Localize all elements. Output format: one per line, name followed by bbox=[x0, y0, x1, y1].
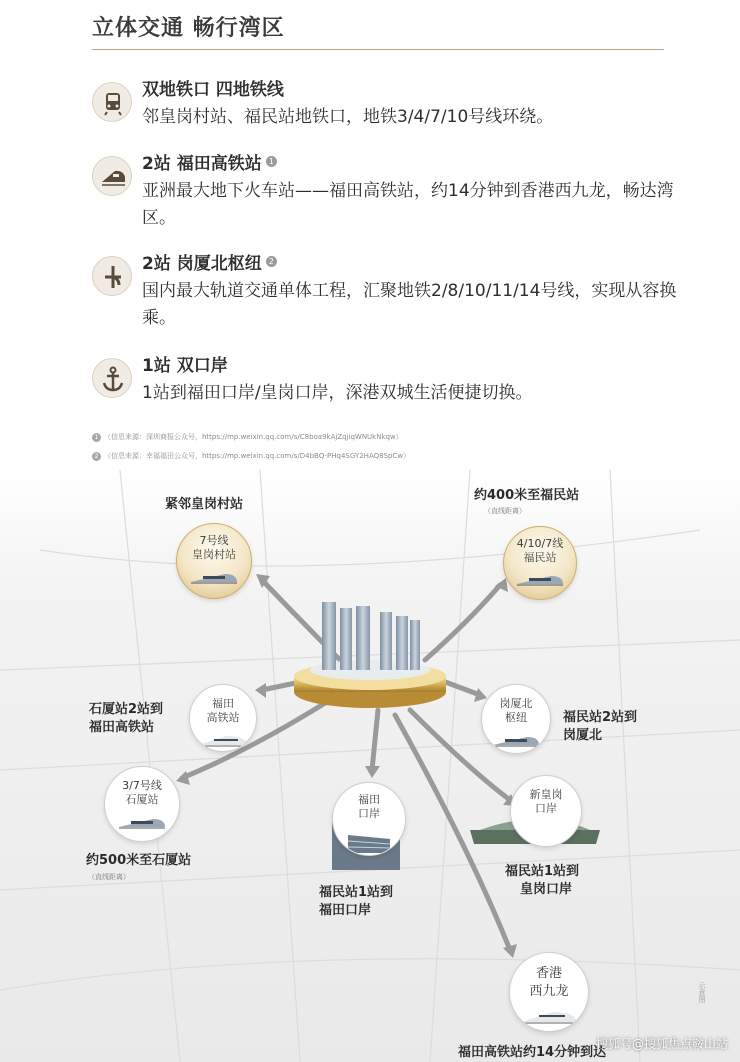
label-shixia-sub: （直线距离） bbox=[88, 873, 130, 881]
feature-title: 1站 双口岸 bbox=[142, 356, 228, 376]
label-fumin-sub: （直线距离） bbox=[484, 507, 526, 515]
schematic-note: 示意图 bbox=[698, 982, 706, 1003]
bubble-shixia: 3/7号线 石厦站 bbox=[104, 766, 180, 842]
feature-title: 双地铁口 四地铁线 bbox=[142, 80, 284, 100]
bullet-train-icon bbox=[196, 731, 250, 749]
label-fumin-gangxia: 福民站2站到 bbox=[563, 710, 638, 725]
train-icon bbox=[515, 570, 565, 590]
train-front-icon bbox=[92, 82, 132, 122]
label-huanggang-top: 紧邻皇岗村站 bbox=[165, 497, 244, 512]
section-title: 立体交通 畅行湾区 bbox=[92, 16, 285, 41]
train-icon bbox=[117, 813, 167, 833]
bubble-fumin: 4/10/7线 福民站 bbox=[503, 526, 577, 600]
anchor-icon bbox=[92, 358, 132, 398]
train-icon bbox=[491, 731, 541, 751]
label-fumin-top: 约400米至福民站 bbox=[474, 488, 580, 503]
feature-desc: 国内最大轨道交通单体工程，汇聚地铁2/8/10/11/14号线，实现从容换乘。 bbox=[142, 281, 677, 328]
bubble-hk-west: 香港 西九龙 bbox=[509, 952, 589, 1032]
bubble-futian-port: 福田 口岸 bbox=[332, 782, 406, 856]
bullet-train-icon bbox=[519, 1007, 579, 1027]
bubble-xin-huanggang: 新皇岗 口岸 bbox=[510, 775, 582, 847]
label-hsr-hk: 福田高铁站约14分钟到达 bbox=[458, 1045, 607, 1060]
feature-title: 2站 岗厦北枢纽 2 bbox=[142, 252, 277, 276]
source-note: 1 （信息来源：深圳商报公众号，https://mp.weixin.qq.com/s/C8boa9kAjZqjiqWNUkNkqw） bbox=[92, 432, 403, 442]
bubble-gangxiabei: 岗厦北 枢纽 bbox=[481, 684, 551, 754]
label-fumin-gangxia-2: 岗厦北 bbox=[563, 728, 603, 743]
label-fumin-futian: 福民站1站到 bbox=[319, 885, 394, 900]
footnote-marker: 1 bbox=[266, 156, 277, 167]
label-fumin-huanggang-2: 皇岗口岸 bbox=[520, 882, 573, 897]
footnote-marker: 2 bbox=[266, 256, 277, 267]
feature-title: 2站 福田高铁站 1 bbox=[142, 152, 277, 176]
label-fumin-futian-2: 福田口岸 bbox=[319, 903, 372, 918]
map-background bbox=[0, 470, 740, 1062]
transfer-hub-icon bbox=[92, 256, 132, 296]
source-note: 2 （信息来源：幸福福田公众号，https://mp.weixin.qq.com/s/D4bBQ-PHq4SGY2HAQ8SpCw） bbox=[92, 451, 410, 461]
building-icon bbox=[344, 827, 394, 853]
label-shixia-hsr: 石厦站2站到 bbox=[89, 702, 164, 717]
label-shixia-hsr-2: 福田高铁站 bbox=[89, 720, 155, 735]
label-shixia-dist: 约500米至石厦站 bbox=[86, 853, 192, 868]
feature-desc: 亚洲最大地下火车站——福田高铁站，约14分钟到香港西九龙，畅达湾区。 bbox=[142, 181, 674, 228]
watermark: 搜狐号@搜狐焦点鞍山站 bbox=[595, 1037, 728, 1051]
bubble-futian-hsr: 福田 高铁站 bbox=[189, 684, 257, 752]
train-icon bbox=[189, 568, 239, 588]
transport-map bbox=[0, 470, 740, 1062]
bullet-train-icon bbox=[92, 156, 132, 196]
feature-desc: 邻皇岗村站、福民站地铁口，地铁3/4/7/10号线环绕。 bbox=[142, 107, 554, 127]
label-fumin-huanggang: 福民站1站到 bbox=[505, 864, 580, 879]
feature-desc: 1站到福田口岸/皇岗口岸，深港双城生活便捷切换。 bbox=[142, 383, 533, 403]
section-header bbox=[92, 14, 664, 50]
bubble-huanggangcun: 7号线 皇岗村站 bbox=[176, 523, 252, 599]
